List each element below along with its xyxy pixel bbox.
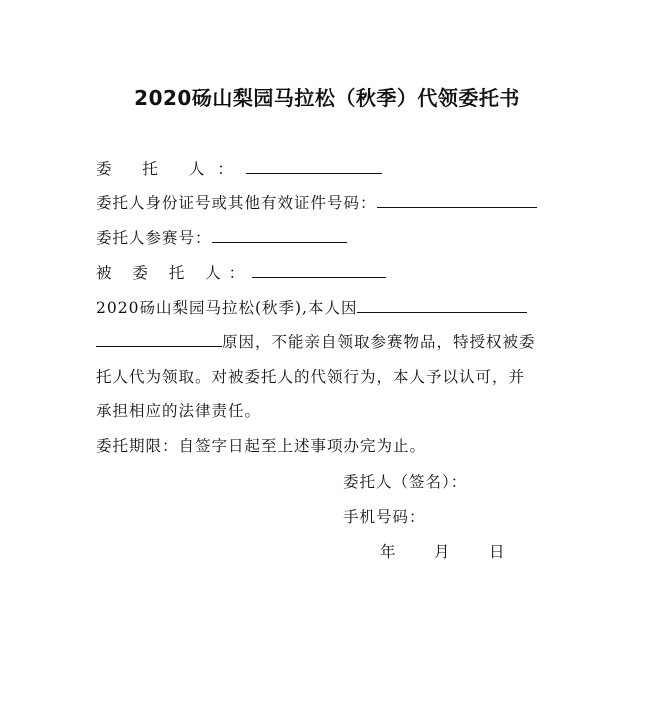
authorization-period: 委托期限：自签字日起至上述事项办完为止。 <box>96 437 427 455</box>
date-month-label: 月 <box>434 543 451 561</box>
body-line-2-text: 原因，不能亲自领取参赛物品，特授权被委 <box>222 333 536 351</box>
reason-blank-continued[interactable] <box>96 329 222 347</box>
reason-blank[interactable] <box>357 295 527 313</box>
delegator-id-row <box>96 190 537 214</box>
delegator-id-blank[interactable] <box>377 190 537 208</box>
delegator-bib-row <box>96 225 347 249</box>
body-line-1-text: 2020砀山梨园马拉松(秋季),本人因 <box>96 299 358 317</box>
body-line-1 <box>96 295 527 319</box>
delegator-label: 委 托 人： <box>96 160 246 178</box>
body-line-3: 托人代为领取。对被委托人的代领行为，本人予以认可，并 <box>96 368 526 386</box>
date-day-label: 日 <box>489 543 506 561</box>
document-title: 2020砀山梨园马拉松（秋季）代领委托书 <box>134 86 520 110</box>
delegator-bib-blank[interactable] <box>212 225 347 243</box>
body-line-2 <box>96 329 536 353</box>
delegator-id-label: 委托人身份证号或其他有效证件号码： <box>96 194 377 212</box>
delegator-bib-label: 委托人参赛号： <box>96 229 212 247</box>
phone-label: 手机号码： <box>343 508 426 526</box>
delegate-blank[interactable] <box>252 260 386 278</box>
delegate-row <box>96 260 386 284</box>
delegator-row <box>96 156 382 180</box>
signer-label: 委托人（签名）： <box>343 473 468 491</box>
date-year-label: 年 <box>380 543 397 561</box>
delegator-blank[interactable] <box>246 156 382 174</box>
body-line-4: 承担相应的法律责任。 <box>96 402 262 420</box>
delegate-label: 被 委 托 人： <box>96 264 253 282</box>
